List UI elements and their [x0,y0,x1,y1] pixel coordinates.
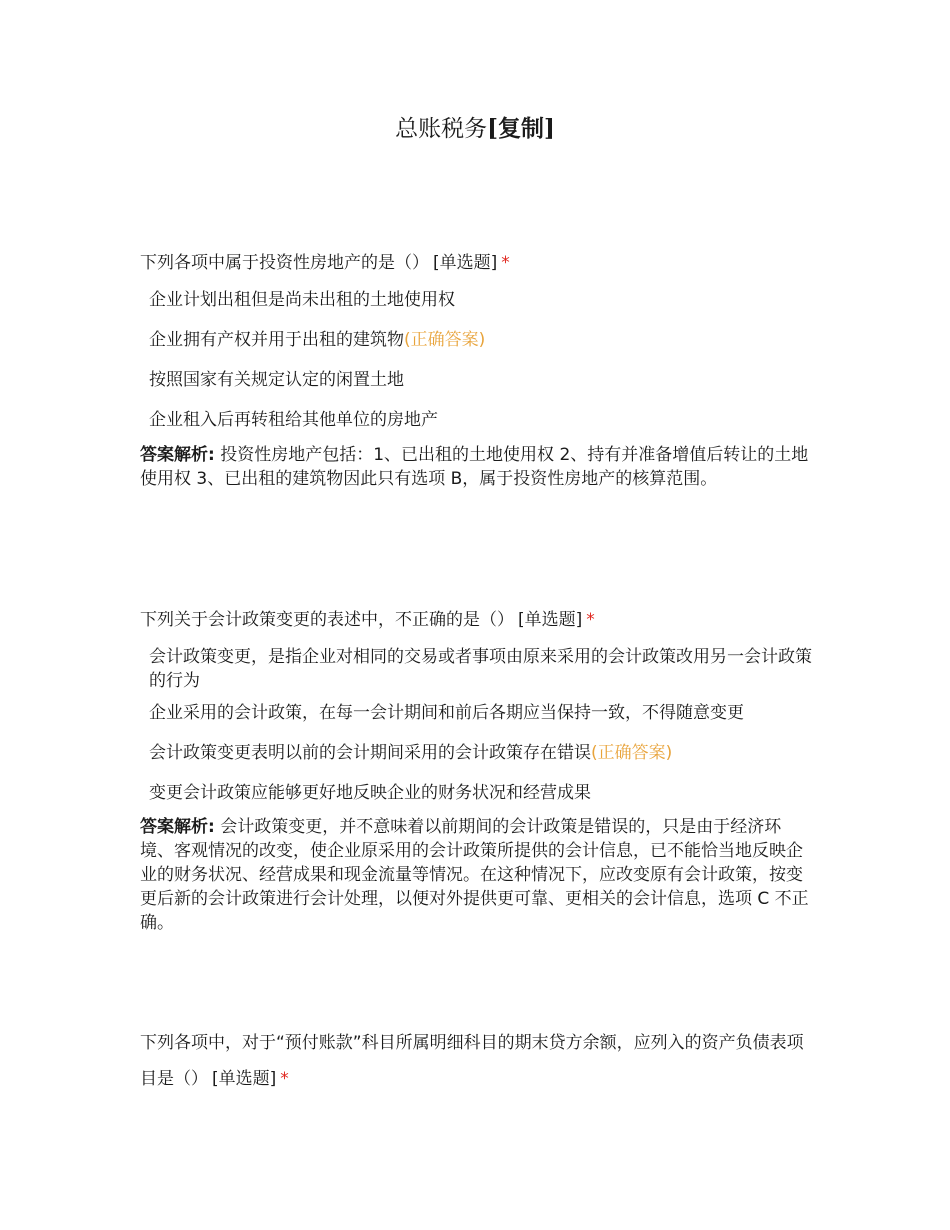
question-3 [140,1025,815,1097]
option-text: 会计政策变更，是指企业对相同的交易或者事项由原来采用的会计政策改用另一会计政策的行为 [149,647,812,691]
answer-analysis [140,815,815,935]
option-c[interactable] [140,368,815,392]
option-text: 按照国家有关规定认定的闲置土地 [149,370,404,390]
required-marker: * [501,253,510,273]
question-text: 下列各项中，对于“预付账款”科目所属明细科目的期末贷方余额，应列入的资产负债表项目是（） [140,1033,804,1089]
analysis-label: 答案解析: [140,445,215,465]
question-title [140,1025,815,1097]
question-type: [单选题] [433,253,498,273]
option-a[interactable] [140,288,815,312]
option-b[interactable] [140,328,815,352]
required-marker: * [586,610,595,630]
option-a[interactable] [140,645,815,693]
option-text: 企业采用的会计政策，在每一会计期间和前后各期应当保持一致，不得随意变更 [149,703,744,723]
option-text: 变更会计政策应能够更好地反映企业的财务状况和经营成果 [149,783,591,803]
options-list [140,288,815,432]
question-text: 下列各项中属于投资性房地产的是（） [140,253,429,273]
page-title-text: 总账税务 [395,116,488,142]
option-text: 企业租入后再转租给其他单位的房地产 [149,410,438,430]
option-c[interactable] [140,741,815,765]
page-title-suffix: [复制] [487,115,555,142]
analysis-label: 答案解析: [140,817,215,837]
question-title [140,250,815,277]
option-d[interactable] [140,408,815,432]
required-marker: * [280,1069,289,1089]
question-1 [140,250,815,491]
option-text: 企业拥有产权并用于出租的建筑物 [149,330,404,350]
page-title [0,110,950,143]
question-title [140,607,815,634]
question-2 [140,607,815,935]
option-b[interactable] [140,701,815,725]
options-list [140,645,815,805]
question-type: [单选题] [518,610,583,630]
option-d[interactable] [140,781,815,805]
analysis-text: 投资性房地产包括：1、已出租的土地使用权 2、持有并准备增值后转让的土地使用权 3、已出租的建筑物因此只有选项 B，属于投资性房地产的核算范围。 [140,445,809,489]
analysis-text: 会计政策变更，并不意味着以前期间的会计政策是错误的，只是由于经济环境、客观情况的改变，使企业原采用的会计政策所提供的会计信息，已不能恰当地反映企业的财务状况、经营成果和现金流量等情况。在这种情况下，应改变原有会计政策，按变更后新的会计政策进行会计处理，以便对外提供更可靠、更相关的会计信息，选项 C 不正确。 [140,817,809,933]
option-text: 会计政策变更表明以前的会计期间采用的会计政策存在错误 [149,743,591,763]
answer-analysis [140,443,815,491]
option-text: 企业计划出租但是尚未出租的土地使用权 [149,290,455,310]
question-text: 下列关于会计政策变更的表述中，不正确的是（） [140,610,514,630]
question-type: [单选题] [212,1069,277,1089]
correct-answer-tag: (正确答案) [591,743,673,763]
correct-answer-tag: (正确答案) [404,330,486,350]
